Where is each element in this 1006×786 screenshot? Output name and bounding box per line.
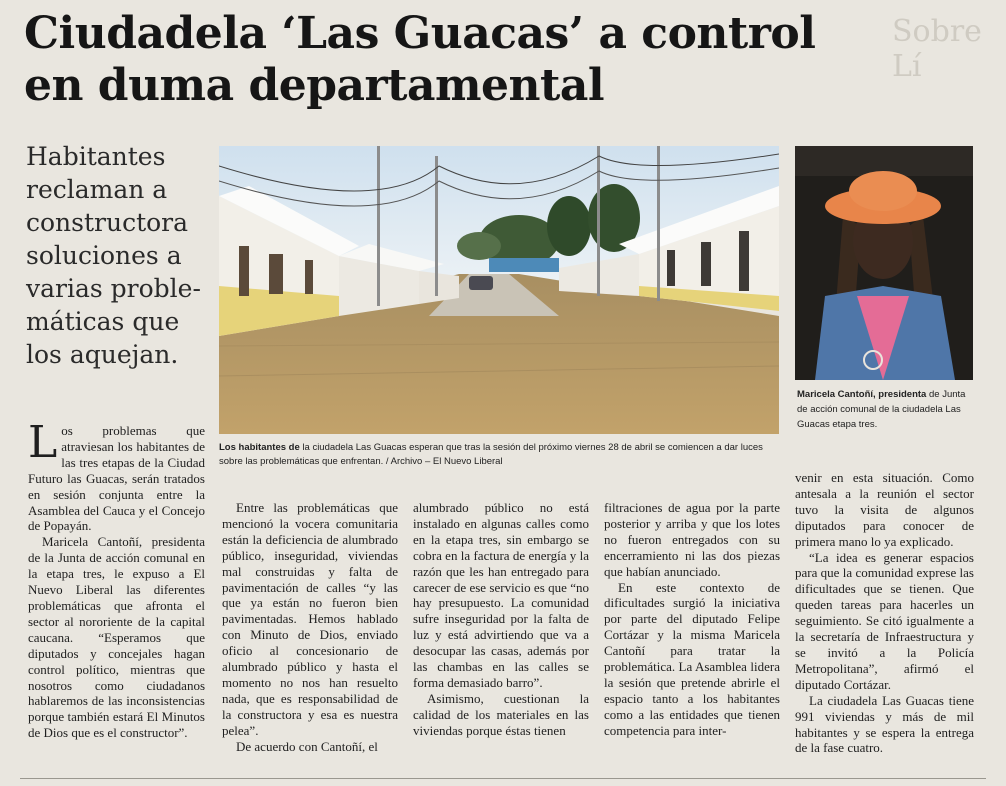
col1-paragraph-2: Maricela Cantoñí, presidenta de la Junta de acción comunal en la etapa tres, le expuso a El Nuevo Liberal las diferentes problemáticas que afronta el sector al nororiente de la capital caucana. “Esperamos que diputados y concejales hagan control político, mientras que nosotros como ciudadanos hablaremos de las inconsistencias porque también estará El Minutos de Dios que es el constructor”. [28,534,205,741]
bottom-rule [20,778,986,779]
col5-paragraph-1: venir en esta situación. Como antesala a la reunión el sector tuvo la visita de algunos diputados para conocer de primera mano lo ya explicado. [795,470,974,549]
main-photo [219,146,779,434]
portrait-illustration [795,146,973,380]
article-column-2 [222,500,398,755]
col2-paragraph-1: Entre las problemáticas que mencionó la vocera comunitaria están la deficiencia de alumbrado público, inseguridad, viviendas mal construidas y falta de pavimentación de calles “y las que ya están no fueron bien pavimentadas. Hemos hablado con Minuto de Dios, enviado oficio al concesionario de alumbrado público y hasta el momento no nos han resuelto nada, que es responsabilidad de la constructora y esa es nuestra pelea”. [222,500,398,738]
col1-p1-text: os problemas que atraviesan los habitantes de las tres etapas de la Ciudad Futuro las Guacas, serán tratados en sesión conjunta entre la Asamblea del Cauca y el Concejo de Popayán. [28,423,205,534]
drop-cap: L [28,417,58,468]
main-caption-text: la ciudadela Las Guacas esperan que tras la sesión del próximo viernes 28 de abril se comiencen a dar luces sobre las problemáticas que enfrentan. / Archivo – El Nuevo Liberal [219,442,763,467]
col5-paragraph-3: La ciudadela Las Guacas tiene 991 viviendas y más de mil habitantes y se espera la entrega de la fase cuatro. [795,692,974,756]
col3-paragraph-1: alumbrado público no está instalado en algunas calles como en la etapa tres, sin embargo se cobra en la factura de energía y la razón que les han entregado para carecer de ese servicio es que “no hay presupuesto. La comunidad sufre inseguridad por la falta de luz y está advirtiendo que va a desocupar las casas, además por las chambas en las calles se forma demasiado barro”. [413,500,589,690]
article-column-3 [413,500,589,739]
headline-line-1: Ciudadela ‘Las Guacas’ a control [24,8,816,59]
article-column-4 [604,500,780,739]
page-headline [24,8,884,112]
col4-paragraph-1: filtraciones de agua por la parte posterior y arriba y que los lotes no fueron entregados con su encerramiento ni las dos piezas que habían anunciado. [604,500,780,579]
ghost-headline: Sobre Lí [892,14,982,84]
col3-paragraph-2: Asimismo, cuestionan la calidad de los materiales en las viviendas porque éstas tienen [413,690,589,738]
col1-paragraph-1 [28,417,205,534]
street-houses-illustration [219,146,779,434]
portrait-caption-text: de Junta de acción comunal de la ciudadela Las Guacas etapa tres. [797,389,966,430]
col4-paragraph-2: En este contexto de dificultades surgió la iniciativa por parte del diputado Felipe Cortázar y la misma Maricela Cantoñí para tratar la problemática. La Asamblea lidera la sesión que pretende abrirle el espacio tanto a los habitantes como a las entidades que tienen competencia para inter- [604,579,780,738]
col2-paragraph-2: De acuerdo con Cantoñí, el [236,738,378,754]
main-caption-bold: Los habitantes de [219,442,300,453]
main-photo-caption [219,441,779,469]
article-column-5 [795,470,974,756]
portrait-caption [797,387,975,432]
article-column-1 [28,417,205,741]
article-deck: Habitantes reclaman a constructora soluciones a varias proble-máticas que los aquejan. [26,142,201,369]
col5-paragraph-2: “La idea es generar espacios para que la comunidad exprese las dificultades que se tienen. Que queden tareas para hacerles un seguimiento. Se citó igualmente a la secretaría de Infraestructura y se invitó a la Policía Metropolitana”, afirmó el diputado Cortázar. [795,549,974,692]
portrait-photo [795,146,973,380]
portrait-caption-bold: Maricela Cantoñí, presidenta [797,389,927,400]
headline-line-2: en duma departamental [24,60,605,111]
